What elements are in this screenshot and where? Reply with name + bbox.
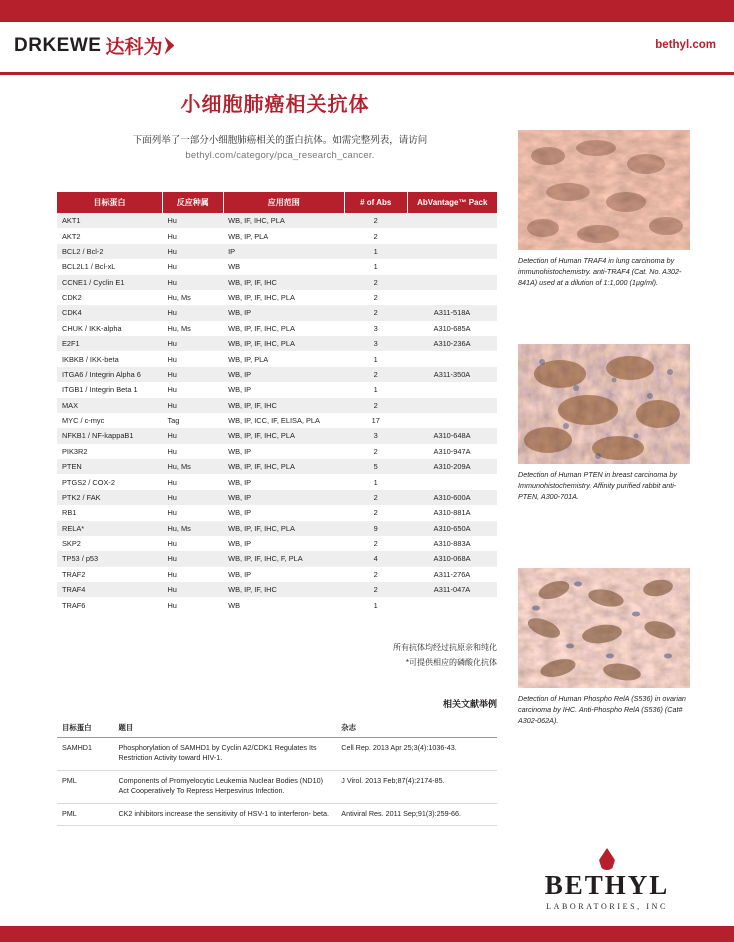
- cell-reactivity: Hu: [167, 508, 177, 518]
- table-row: [57, 367, 497, 382]
- table-row: [57, 567, 497, 582]
- phospho-rela-ihc-image: [518, 568, 690, 688]
- cell-reactivity: Hu: [162, 244, 223, 259]
- ref-col-target: 目标蛋白: [57, 718, 113, 738]
- table-row: [57, 474, 497, 489]
- cell-applications: WB, IP: [228, 446, 252, 456]
- cell-target-protein: RELA*: [57, 521, 162, 536]
- cell-abvantage-pack: [407, 382, 497, 397]
- cell-applications: WB, IP, ICC, IF, ELISA, PLA: [228, 416, 320, 426]
- cell-reactivity: Hu, Ms: [162, 459, 223, 474]
- cell-abvantage-pack: [407, 275, 497, 290]
- note-purification: 所有抗体均经过抗原亲和纯化: [393, 643, 497, 652]
- cell-reactivity: Hu: [167, 446, 177, 456]
- antibody-table: [57, 192, 497, 613]
- table-row: [57, 290, 497, 305]
- cell-target-protein: NFKB1 / NF-kappaB1: [57, 428, 162, 443]
- cell-num-abs: 3: [373, 323, 378, 333]
- cell-abvantage-pack: A310-600A: [407, 490, 497, 505]
- cell-num-abs: 2: [344, 582, 407, 597]
- figure-phospho-rela: [518, 568, 690, 726]
- cell-applications: WB, IP, IF, IHC: [223, 582, 344, 597]
- cell-applications: WB, IP, IF, IHC, PLA: [228, 323, 295, 333]
- cell-target-protein: TRAF6: [62, 600, 86, 610]
- cell-abvantage-pack: [407, 351, 497, 366]
- cell-applications: WB, IP: [228, 385, 252, 395]
- cell-num-abs: 2: [344, 213, 407, 228]
- table-row: [57, 505, 497, 520]
- page-header: [0, 22, 734, 75]
- cell-target-protein: ITGB1 / Integrin Beta 1: [62, 385, 138, 395]
- cell-applications: WB, IP, IF, IHC, PLA: [228, 293, 295, 303]
- cell-target-protein: CCNE1 / Cyclin E1: [57, 275, 162, 290]
- references-table-body: [57, 738, 497, 826]
- cell-target-protein: AKT2: [62, 231, 81, 241]
- cell-abvantage-pack: A310-648A: [407, 428, 497, 443]
- cell-num-abs: 2: [373, 569, 378, 579]
- cell-target-protein: PTGS2 / COX-2: [62, 477, 115, 487]
- cell-target-protein: MAX: [57, 398, 162, 413]
- ref-cell-title: CK2 inhibitors increase the sensitivity of HSV-1 to interferon- beta.: [113, 803, 336, 825]
- cell-abvantage-pack: [407, 413, 497, 428]
- cell-abvantage-pack: A310-881A: [433, 508, 471, 518]
- cell-num-abs: 2: [344, 275, 407, 290]
- page-subtitle: [60, 134, 500, 163]
- cell-num-abs: 2: [373, 539, 378, 549]
- cell-target-protein: TP53 / p53: [57, 551, 162, 566]
- header-website-link[interactable]: bethyl.com: [655, 39, 716, 51]
- table-row: [57, 398, 497, 413]
- cell-applications: WB, IP: [223, 305, 344, 320]
- table-row: [57, 244, 497, 259]
- cell-applications: WB, IP: [228, 477, 252, 487]
- cell-reactivity: Hu: [162, 213, 223, 228]
- ref-col-title: 题目: [113, 718, 336, 738]
- cell-reactivity: Hu: [167, 354, 177, 364]
- figure-1-caption: Detection of Human TRAF4 in lung carcinoma by immunohistochemistry. anti-TRAF4 (Cat. No. A302-841A) used at a dilution of 1:1,000 (1µg/ml).: [518, 256, 682, 287]
- drkewe-logo: [14, 32, 174, 59]
- cell-reactivity: Hu: [167, 262, 177, 272]
- flame-icon: [599, 848, 615, 870]
- cell-num-abs: 2: [344, 490, 407, 505]
- table-row: [57, 521, 497, 536]
- cell-target-protein: TRAF4: [57, 582, 162, 597]
- table-row: [57, 536, 497, 551]
- table-row: [57, 228, 497, 243]
- cell-reactivity: Hu: [162, 398, 223, 413]
- bottom-accent-bar: [0, 926, 734, 942]
- cell-applications: WB: [228, 600, 240, 610]
- cell-num-abs: 17: [371, 416, 380, 426]
- table-notes: [57, 640, 497, 670]
- cell-applications: WB, IP, PLA: [228, 354, 269, 364]
- table-row: [57, 213, 497, 228]
- cell-reactivity: Hu: [162, 275, 223, 290]
- table-row: [57, 382, 497, 397]
- col-applications: 应用范围: [223, 192, 344, 213]
- cell-abvantage-pack: A310-685A: [433, 323, 471, 333]
- cell-num-abs: 2: [373, 293, 378, 303]
- cell-applications: IP: [223, 244, 344, 259]
- cell-reactivity: Hu, Ms: [162, 521, 223, 536]
- cell-reactivity: Hu: [167, 539, 177, 549]
- logo-arrow-icon: [164, 37, 174, 55]
- table-row: [57, 336, 497, 351]
- cell-target-protein: E2F1: [57, 336, 162, 351]
- table-row: [57, 490, 497, 505]
- cell-target-protein: BCL2L1 / Bcl-xL: [62, 262, 116, 272]
- ref-cell-journal: J Virol. 2013 Feb;87(4):2174-85.: [336, 770, 497, 803]
- logo-text-en: DRKEWE: [14, 34, 102, 56]
- cell-reactivity: Hu: [167, 385, 177, 395]
- traf4-ihc-image: [518, 130, 690, 250]
- cell-reactivity: Hu: [162, 428, 223, 443]
- cell-abvantage-pack: [407, 290, 497, 305]
- cell-abvantage-pack: A311-047A: [407, 582, 497, 597]
- cell-num-abs: 3: [344, 336, 407, 351]
- bethyl-logo: [517, 848, 697, 911]
- cell-applications: WB: [228, 262, 240, 272]
- table-row: [57, 597, 497, 612]
- cell-reactivity: Hu: [162, 551, 223, 566]
- table-row: [57, 351, 497, 366]
- ref-cell-target: PML: [57, 770, 113, 803]
- table-row: [57, 444, 497, 459]
- cell-applications: WB, IP, IF, IHC, PLA: [223, 521, 344, 536]
- table-row: [57, 259, 497, 274]
- cell-abvantage-pack: [407, 213, 497, 228]
- cell-applications: WB, IP, IF, IHC, PLA: [223, 428, 344, 443]
- cell-num-abs: 2: [344, 305, 407, 320]
- cell-num-abs: 2: [344, 398, 407, 413]
- cell-target-protein: ITGA6 / Integrin Alpha 6: [57, 367, 162, 382]
- cell-num-abs: 5: [344, 459, 407, 474]
- figure-3-caption: Detection of Human Phospho RelA (S536) in ovarian carcinoma by IHC. Anti-Phospho RelA (S536) (Cat# A302-062A).: [518, 694, 686, 725]
- figure-traf4: [518, 130, 690, 288]
- figure-pten: [518, 344, 690, 502]
- cell-abvantage-pack: [407, 244, 497, 259]
- cell-applications: WB, IP: [228, 539, 252, 549]
- cell-applications: WB, IP: [228, 508, 252, 518]
- cell-target-protein: CHUK / IKK-alpha: [62, 323, 122, 333]
- cell-reactivity: Hu, Ms: [167, 323, 191, 333]
- cell-target-protein: CDK4: [57, 305, 162, 320]
- reference-row: [57, 738, 497, 771]
- cell-target-protein: PTEN: [57, 459, 162, 474]
- note-phospho: *可提供相应的磷酸化抗体: [405, 658, 497, 668]
- cell-applications: WB, IF, IHC, PLA: [223, 213, 344, 228]
- cell-num-abs: 1: [373, 385, 378, 395]
- cell-abvantage-pack: [407, 474, 497, 489]
- cell-applications: WB, IP, IF, IHC: [223, 275, 344, 290]
- table-row: [57, 428, 497, 443]
- cell-abvantage-pack: [407, 259, 497, 274]
- table-row: [57, 305, 497, 320]
- col-target-protein: 目标蛋白: [57, 192, 162, 213]
- cell-reactivity: Tag: [167, 416, 180, 426]
- cell-num-abs: 1: [373, 477, 378, 487]
- cell-abvantage-pack: A310-068A: [407, 551, 497, 566]
- cell-target-protein: IKBKB / IKK-beta: [62, 354, 119, 364]
- cell-num-abs: 2: [373, 231, 378, 241]
- cell-num-abs: 1: [373, 600, 378, 610]
- cell-target-protein: BCL2 / Bcl-2: [57, 244, 162, 259]
- cell-applications: WB, IP, IF, IHC: [223, 398, 344, 413]
- reference-row: [57, 803, 497, 825]
- ref-cell-target: SAMHD1: [57, 738, 113, 771]
- cell-target-protein: PIK3R2: [62, 446, 88, 456]
- cell-target-protein: RB1: [62, 508, 77, 518]
- col-abvantage-pack: AbVantage™ Pack: [407, 192, 497, 213]
- cell-applications: WB, IP: [223, 490, 344, 505]
- pten-ihc-image: [518, 344, 690, 464]
- cell-num-abs: 1: [373, 354, 378, 364]
- cell-abvantage-pack: [407, 597, 497, 612]
- col-reactivity: 反应种属: [162, 192, 223, 213]
- cell-abvantage-pack: A310-883A: [433, 539, 471, 549]
- cell-num-abs: 1: [344, 244, 407, 259]
- subtitle-line-1: 下面列举了一部分小细胞肺癌相关的蛋白抗体。如需完整列表，请访问: [132, 135, 428, 146]
- cell-applications: WB, IP: [228, 569, 252, 579]
- ref-cell-title: Phosphorylation of SAMHD1 by Cyclin A2/CDK1 Regulates Its Restriction Activity toward HIV-1.: [113, 738, 336, 771]
- cell-num-abs: 3: [344, 428, 407, 443]
- cell-applications: WB, IP, PLA: [228, 231, 269, 241]
- cell-reactivity: Hu, Ms: [167, 293, 191, 303]
- table-row: [57, 459, 497, 474]
- cell-target-protein: TRAF2: [62, 569, 86, 579]
- cell-abvantage-pack: A310-209A: [407, 459, 497, 474]
- cell-abvantage-pack: A311-276A: [433, 569, 471, 579]
- cell-reactivity: Hu: [167, 231, 177, 241]
- subtitle-url[interactable]: bethyl.com/category/pca_research_cancer.: [185, 149, 375, 161]
- cell-target-protein: PTK2 / FAK: [57, 490, 162, 505]
- cell-applications: WB, IP, IF, IHC, F, PLA: [223, 551, 344, 566]
- references-heading: 相关文献举例: [442, 699, 497, 709]
- cell-num-abs: 4: [344, 551, 407, 566]
- cell-reactivity: Hu: [167, 600, 177, 610]
- table-row: [57, 275, 497, 290]
- cell-num-abs: 9: [344, 521, 407, 536]
- top-accent-bar: [0, 0, 734, 22]
- cell-target-protein: CDK2: [62, 293, 82, 303]
- ref-cell-journal: Cell Rep. 2013 Apr 25;3(4):1036-43.: [336, 738, 497, 771]
- cell-reactivity: Hu: [162, 582, 223, 597]
- cell-abvantage-pack: A310-650A: [407, 521, 497, 536]
- cell-abvantage-pack: [407, 398, 497, 413]
- col-num-abs: # of Abs: [344, 192, 407, 213]
- cell-reactivity: Hu: [167, 477, 177, 487]
- ref-cell-title: Components of Promyelocytic Leukemia Nuclear Bodies (ND10) Act Cooperatively To Repress Herpesvirus Infection.: [113, 770, 336, 803]
- cell-abvantage-pack: A311-518A: [407, 305, 497, 320]
- figure-2-caption: Detection of Human PTEN in breast carcinoma by Immunohistochemistry. Affinity purified rabbit anti-PTEN, A300-701A.: [518, 470, 677, 501]
- table-row: [57, 551, 497, 566]
- ref-cell-journal: Antiviral Res. 2011 Sep;91(3):259-66.: [336, 803, 497, 825]
- table-row: [57, 413, 497, 428]
- cell-applications: WB, IP, IF, IHC, PLA: [223, 336, 344, 351]
- bethyl-logo-sub: LABORATORIES, INC: [546, 902, 668, 911]
- cell-target-protein: SKP2: [62, 539, 81, 549]
- ref-cell-target: PML: [57, 803, 113, 825]
- cell-applications: WB, IP, IF, IHC, PLA: [223, 459, 344, 474]
- references-table: [57, 718, 497, 826]
- references-header-row: [57, 718, 497, 738]
- bethyl-logo-name: BETHYL: [544, 870, 670, 900]
- cell-reactivity: Hu: [167, 569, 177, 579]
- cell-num-abs: 1: [373, 262, 378, 272]
- cell-applications: WB, IP: [223, 367, 344, 382]
- table-header-row: [57, 192, 497, 213]
- cell-num-abs: 2: [373, 446, 378, 456]
- table-row: [57, 321, 497, 336]
- cell-num-abs: 2: [344, 367, 407, 382]
- page-title: 小细胞肺癌相关抗体: [180, 94, 370, 116]
- cell-num-abs: 2: [373, 508, 378, 518]
- antibody-table-body: [57, 213, 497, 613]
- cell-abvantage-pack: A311-350A: [407, 367, 497, 382]
- logo-text-cn: 达科为: [105, 37, 163, 58]
- cell-reactivity: Hu: [162, 336, 223, 351]
- cell-reactivity: Hu: [162, 490, 223, 505]
- cell-abvantage-pack: A310-947A: [433, 446, 471, 456]
- cell-reactivity: Hu: [162, 305, 223, 320]
- cell-abvantage-pack: A310-236A: [407, 336, 497, 351]
- ref-col-journal: 杂志: [336, 718, 497, 738]
- cell-reactivity: Hu: [162, 367, 223, 382]
- cell-abvantage-pack: [407, 228, 497, 243]
- cell-target-protein: AKT1: [57, 213, 162, 228]
- reference-row: [57, 770, 497, 803]
- table-row: [57, 582, 497, 597]
- cell-target-protein: MYC / c-myc: [62, 416, 105, 426]
